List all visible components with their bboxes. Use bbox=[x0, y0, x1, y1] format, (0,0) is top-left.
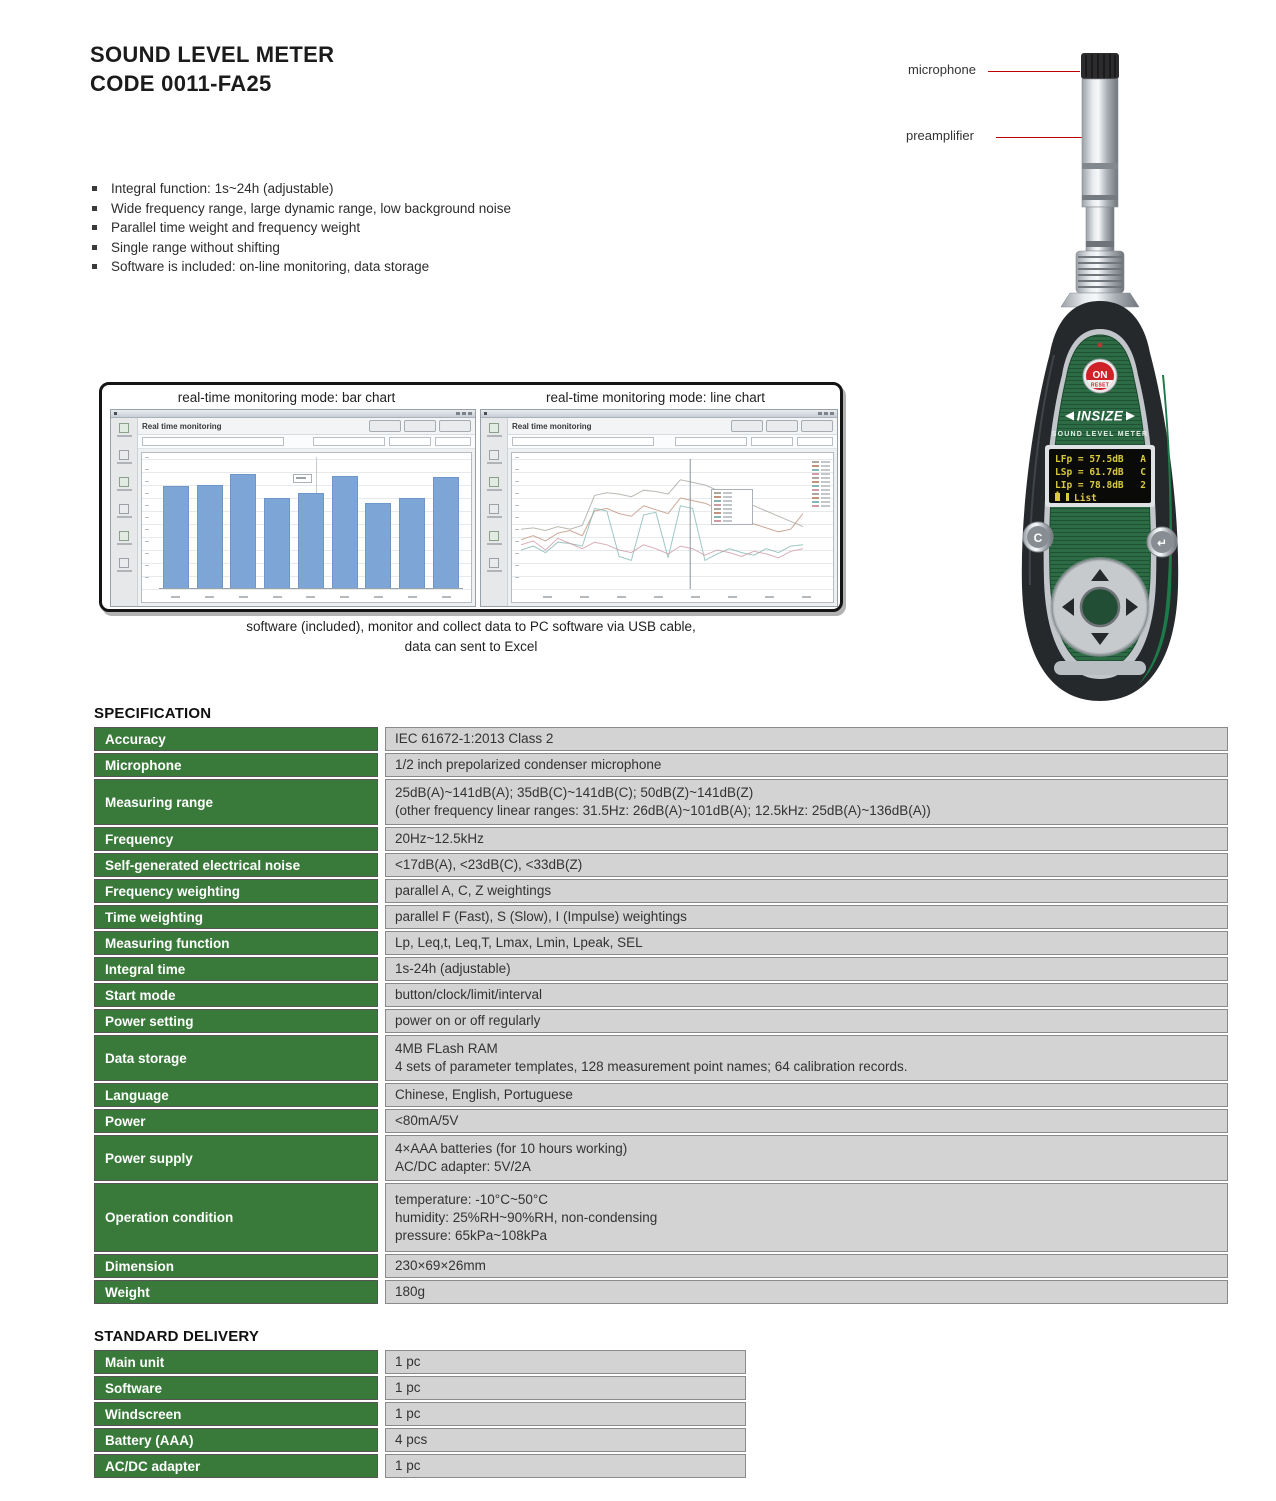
caption-bar-chart: real-time monitoring mode: bar chart bbox=[177, 390, 396, 405]
feature-item: Software is included: on-line monitoring, data storage bbox=[90, 260, 511, 274]
preamplifier-tube bbox=[1061, 79, 1139, 307]
sidebar-item bbox=[111, 531, 137, 558]
close-icon bbox=[468, 412, 472, 415]
row-label: Dimension bbox=[94, 1254, 378, 1278]
table-row bbox=[94, 1254, 1228, 1278]
software-window-bar-chart bbox=[110, 409, 476, 607]
window-titlebar bbox=[481, 410, 837, 418]
bar bbox=[399, 498, 425, 588]
sidebar-icon bbox=[489, 423, 499, 433]
svg-text:A: A bbox=[1140, 454, 1146, 465]
line-chart-plot bbox=[511, 452, 834, 603]
device-display bbox=[1045, 445, 1155, 507]
svg-text:C: C bbox=[1033, 531, 1043, 545]
svg-text:List: List bbox=[1074, 493, 1097, 504]
table-row bbox=[94, 827, 1228, 851]
table-row bbox=[94, 727, 1228, 751]
feature-item: Integral function: 1s~24h (adjustable) bbox=[90, 182, 511, 196]
specification-table bbox=[94, 727, 1228, 1304]
toolbar-button bbox=[404, 420, 436, 432]
status-led bbox=[1098, 343, 1103, 348]
table-row bbox=[94, 1083, 1228, 1107]
bar-chart-plot bbox=[141, 452, 472, 603]
row-label: Integral time bbox=[94, 957, 378, 981]
window-title: Real time monitoring bbox=[142, 421, 222, 431]
row-label: Main unit bbox=[94, 1350, 378, 1374]
row-value: temperature: -10°C~50°C humidity: 25%RH~90%RH, non-condensing pressure: 65kPa~108kPa bbox=[385, 1183, 1228, 1252]
row-label: Accuracy bbox=[94, 727, 378, 751]
line-series bbox=[521, 459, 803, 589]
row-label: Windscreen bbox=[94, 1402, 378, 1426]
sound-level-meter-illustration bbox=[950, 45, 1250, 705]
sidebar-icon bbox=[489, 504, 499, 514]
bar bbox=[332, 476, 358, 588]
sidebar-item bbox=[111, 558, 137, 585]
toolbar-button bbox=[801, 420, 833, 432]
window-toolbar bbox=[508, 418, 837, 435]
sidebar-icon bbox=[119, 558, 129, 568]
svg-text:C: C bbox=[1140, 467, 1146, 478]
chart-legend bbox=[812, 461, 830, 507]
filter-field bbox=[313, 437, 385, 446]
row-value: <80mA/5V bbox=[385, 1109, 1228, 1133]
row-value: 180g bbox=[385, 1280, 1228, 1304]
feature-item: Wide frequency range, large dynamic range, low background noise bbox=[90, 202, 511, 216]
svg-text:2: 2 bbox=[1140, 480, 1146, 491]
on-reset-button bbox=[1083, 359, 1117, 393]
feature-item: Parallel time weight and frequency weight bbox=[90, 221, 511, 235]
sidebar-icon bbox=[119, 477, 129, 487]
row-label: Battery (AAA) bbox=[94, 1428, 378, 1452]
specification-section bbox=[94, 705, 1228, 1306]
maximize-icon bbox=[462, 412, 466, 415]
device-figure bbox=[900, 45, 1276, 705]
row-label: Measuring range bbox=[94, 779, 378, 825]
sidebar-item bbox=[111, 477, 137, 504]
app-icon bbox=[114, 412, 117, 415]
line-series-path bbox=[521, 538, 803, 558]
row-value: Lp, Leq,t, Leq,T, Lmax, Lmin, Lpeak, SEL bbox=[385, 931, 1228, 955]
sidebar-item bbox=[111, 504, 137, 531]
filter-field bbox=[435, 437, 471, 446]
sidebar-item bbox=[481, 504, 507, 531]
row-value: parallel F (Fast), S (Slow), I (Impulse) weightings bbox=[385, 905, 1228, 929]
toolbar-button bbox=[369, 420, 401, 432]
window-controls bbox=[456, 412, 472, 415]
line-series-path bbox=[521, 506, 803, 561]
row-label: Power bbox=[94, 1109, 378, 1133]
row-label: Weight bbox=[94, 1280, 378, 1304]
window-title: Real time monitoring bbox=[512, 421, 592, 431]
row-value: 4 pcs bbox=[385, 1428, 746, 1452]
row-label: Data storage bbox=[94, 1035, 378, 1081]
window-controls bbox=[818, 412, 834, 415]
microphone-label: microphone bbox=[908, 62, 976, 77]
svg-text:↵: ↵ bbox=[1156, 536, 1168, 550]
table-row bbox=[94, 1402, 746, 1426]
row-value: 20Hz~12.5kHz bbox=[385, 827, 1228, 851]
table-row bbox=[94, 779, 1228, 825]
clear-button bbox=[1023, 522, 1053, 552]
table-row bbox=[94, 931, 1228, 955]
row-value: <17dB(A), <23dB(C), <33dB(Z) bbox=[385, 853, 1228, 877]
sidebar-icon bbox=[119, 504, 129, 514]
sidebar-item bbox=[111, 423, 137, 450]
sidebar-item bbox=[481, 531, 507, 558]
row-value: 25dB(A)~141dB(A); 35dB(C)~141dB(C); 50dB(Z)~141dB(Z) (other frequency linear ranges: 31.5Hz: 26dB(A)~101dB(A); 12.5kHz: 25dB(A)~136dB(A)) bbox=[385, 779, 1228, 825]
screenshot-footer-caption: software (included), monitor and collect data to PC software via USB cable, data can sent to Excel bbox=[246, 619, 696, 654]
minimize-icon bbox=[456, 412, 460, 415]
app-icon bbox=[484, 412, 487, 415]
software-window-line-chart bbox=[480, 409, 838, 607]
sidebar-item bbox=[481, 423, 507, 450]
row-label: Frequency bbox=[94, 827, 378, 851]
line-series-path bbox=[521, 480, 803, 531]
bar bbox=[163, 486, 189, 588]
table-row bbox=[94, 983, 1228, 1007]
table-row bbox=[94, 753, 1228, 777]
software-screenshots-panel bbox=[99, 382, 843, 612]
sidebar-item bbox=[481, 477, 507, 504]
enter-button bbox=[1147, 527, 1177, 557]
dpad bbox=[1052, 559, 1148, 655]
page-header bbox=[90, 40, 334, 98]
bar bbox=[433, 477, 459, 588]
product-title: SOUND LEVEL METER bbox=[90, 42, 335, 67]
x-axis-labels bbox=[529, 596, 825, 598]
table-row bbox=[94, 1009, 1228, 1033]
caption-line-chart: real-time monitoring mode: line chart bbox=[545, 390, 766, 405]
bar bbox=[264, 498, 290, 588]
sidebar-icon bbox=[489, 450, 499, 460]
table-row bbox=[94, 1376, 746, 1400]
filter-field bbox=[389, 437, 431, 446]
row-label: Self-generated electrical noise bbox=[94, 853, 378, 877]
row-value: 1 pc bbox=[385, 1376, 746, 1400]
row-value: 1 pc bbox=[385, 1454, 746, 1478]
row-label: Frequency weighting bbox=[94, 879, 378, 903]
svg-text:INSIZE: INSIZE bbox=[1076, 408, 1124, 424]
row-value: parallel A, C, Z weightings bbox=[385, 879, 1228, 903]
row-label: Start mode bbox=[94, 983, 378, 1007]
row-value: Chinese, English, Portuguese bbox=[385, 1083, 1228, 1107]
row-label: Language bbox=[94, 1083, 378, 1107]
bar bbox=[298, 493, 324, 588]
table-row bbox=[94, 1428, 746, 1452]
device-nameplate: SOUND LEVEL METER bbox=[1051, 431, 1149, 438]
table-row bbox=[94, 905, 1228, 929]
bottom-trim bbox=[1054, 661, 1146, 675]
x-axis-labels bbox=[159, 596, 463, 598]
software-sidebar bbox=[111, 418, 138, 606]
toolbar-button bbox=[766, 420, 798, 432]
table-row bbox=[94, 1280, 1228, 1304]
filter-field bbox=[751, 437, 793, 446]
svg-text:RESET: RESET bbox=[1090, 382, 1110, 389]
specification-heading: SPECIFICATION bbox=[94, 705, 212, 722]
minimize-icon bbox=[818, 412, 822, 415]
preamplifier-label: preamplifier bbox=[906, 128, 974, 143]
window-toolbar bbox=[138, 418, 475, 435]
close-icon bbox=[830, 412, 834, 415]
bar bbox=[197, 485, 223, 588]
filter-field bbox=[675, 437, 747, 446]
standard-delivery-section bbox=[94, 1328, 746, 1480]
row-label: Time weighting bbox=[94, 905, 378, 929]
sidebar-item bbox=[481, 558, 507, 585]
window-titlebar bbox=[111, 410, 475, 418]
sidebar-item bbox=[481, 450, 507, 477]
row-value: 230×69×26mm bbox=[385, 1254, 1228, 1278]
filter-field bbox=[142, 437, 284, 446]
row-value: button/clock/limit/interval bbox=[385, 983, 1228, 1007]
feature-item: Single range without shifting bbox=[90, 241, 511, 255]
table-row bbox=[94, 1109, 1228, 1133]
row-value: 4MB FLash RAM 4 sets of parameter templates, 128 measurement point names; 64 calibration records. bbox=[385, 1035, 1228, 1081]
row-label: Measuring function bbox=[94, 931, 378, 955]
row-label: Operation condition bbox=[94, 1183, 378, 1252]
table-row bbox=[94, 957, 1228, 981]
svg-text:ON: ON bbox=[1092, 370, 1108, 381]
chart-tooltip bbox=[711, 489, 753, 525]
bar bbox=[230, 474, 256, 588]
feature-list bbox=[90, 182, 511, 280]
row-label: AC/DC adapter bbox=[94, 1454, 378, 1478]
filter-bar bbox=[508, 435, 837, 449]
filter-bar bbox=[138, 435, 475, 449]
standard-delivery-table bbox=[94, 1350, 746, 1478]
sidebar-icon bbox=[119, 531, 129, 541]
sidebar-item bbox=[111, 450, 137, 477]
row-value: 1 pc bbox=[385, 1402, 746, 1426]
sidebar-icon bbox=[119, 423, 129, 433]
row-value: 4×AAA batteries (for 10 hours working) AC/DC adapter: 5V/2A bbox=[385, 1135, 1228, 1181]
software-sidebar bbox=[481, 418, 508, 606]
svg-text:LFp = 57.5dB: LFp = 57.5dB bbox=[1055, 454, 1124, 465]
toolbar-button bbox=[439, 420, 471, 432]
table-row bbox=[94, 1135, 1228, 1181]
standard-delivery-heading: STANDARD DELIVERY bbox=[94, 1328, 260, 1345]
svg-text:LIp = 78.8dB: LIp = 78.8dB bbox=[1055, 480, 1124, 491]
sidebar-icon bbox=[489, 531, 499, 541]
maximize-icon bbox=[824, 412, 828, 415]
marker-icon bbox=[1066, 493, 1069, 501]
sidebar-icon bbox=[119, 450, 129, 460]
bar-series bbox=[159, 459, 463, 589]
row-label: Microphone bbox=[94, 753, 378, 777]
row-value: 1s-24h (adjustable) bbox=[385, 957, 1228, 981]
row-value: 1/2 inch prepolarized condenser microphone bbox=[385, 753, 1228, 777]
row-label: Power setting bbox=[94, 1009, 378, 1033]
row-label: Software bbox=[94, 1376, 378, 1400]
row-value: 1 pc bbox=[385, 1350, 746, 1374]
sidebar-icon bbox=[489, 558, 499, 568]
row-label: Power supply bbox=[94, 1135, 378, 1181]
row-value: IEC 61672-1:2013 Class 2 bbox=[385, 727, 1228, 751]
sidebar-icon bbox=[489, 477, 499, 487]
filter-field bbox=[512, 437, 654, 446]
svg-text:LSp = 61.7dB: LSp = 61.7dB bbox=[1055, 467, 1124, 478]
table-row bbox=[94, 1454, 746, 1478]
table-row bbox=[94, 853, 1228, 877]
table-row bbox=[94, 1350, 746, 1374]
toolbar-button bbox=[731, 420, 763, 432]
microphone-capsule bbox=[1081, 53, 1119, 79]
table-row bbox=[94, 879, 1228, 903]
row-value: power on or off regularly bbox=[385, 1009, 1228, 1033]
screenshot-captions bbox=[102, 390, 840, 405]
bar bbox=[365, 503, 391, 588]
product-code: CODE 0011-FA25 bbox=[90, 71, 272, 96]
battery-icon bbox=[1055, 493, 1060, 501]
table-row bbox=[94, 1183, 1228, 1252]
table-row bbox=[94, 1035, 1228, 1081]
filter-field bbox=[797, 437, 833, 446]
